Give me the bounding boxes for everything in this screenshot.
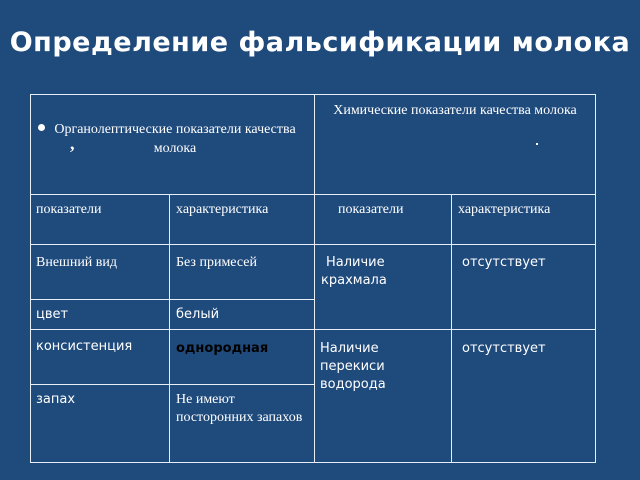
- table-border-right: [595, 94, 596, 463]
- chem-row-1-indicator: Наличие крахмала: [321, 255, 387, 288]
- divider-group: [314, 94, 315, 463]
- divider-colheader-row: [30, 244, 596, 245]
- colheader-org-indicator: показатели: [36, 202, 102, 217]
- table-border-bottom: [30, 462, 596, 463]
- org-row-2-characteristic: белый: [176, 307, 220, 322]
- colheader-chem-indicator: показатели: [338, 202, 404, 217]
- org-row-4-characteristic: Не имеют посторонних запахов: [176, 392, 303, 425]
- org-row-2-indicator: цвет: [36, 307, 69, 322]
- divider-chem-row-1: [314, 329, 596, 330]
- divider-header-row: [30, 194, 596, 195]
- comma-mark: ,: [70, 133, 75, 153]
- table-border-left: [30, 94, 31, 463]
- chem-row-1-characteristic: отсутствует: [462, 255, 546, 270]
- header-chemical: Химические показатели качества молока: [333, 103, 577, 118]
- divider-org-row-2: [30, 329, 315, 330]
- org-row-1-characteristic: Без примесей: [176, 255, 257, 270]
- stray-dot: [536, 143, 538, 145]
- colheader-org-characteristic: характеристика: [176, 202, 269, 217]
- page-title: Определение фальсификации молока: [9, 27, 631, 58]
- org-row-1-indicator: Внешний вид: [36, 255, 118, 270]
- chem-row-2-characteristic: отсутствует: [462, 341, 546, 356]
- org-row-3-indicator: консистенция: [36, 339, 133, 354]
- divider-org-row-1: [30, 299, 315, 300]
- header-organoleptic: Органолептические показатели качества молока: [54, 122, 296, 156]
- org-row-3-characteristic: однородная: [176, 341, 269, 356]
- org-row-4-indicator: запах: [36, 392, 76, 407]
- chem-row-2-indicator: Наличие перекиси водорода: [320, 341, 386, 392]
- colheader-chem-characteristic: характеристика: [458, 202, 551, 217]
- divider-org-row-3: [30, 384, 315, 385]
- table-border-top: [30, 94, 596, 95]
